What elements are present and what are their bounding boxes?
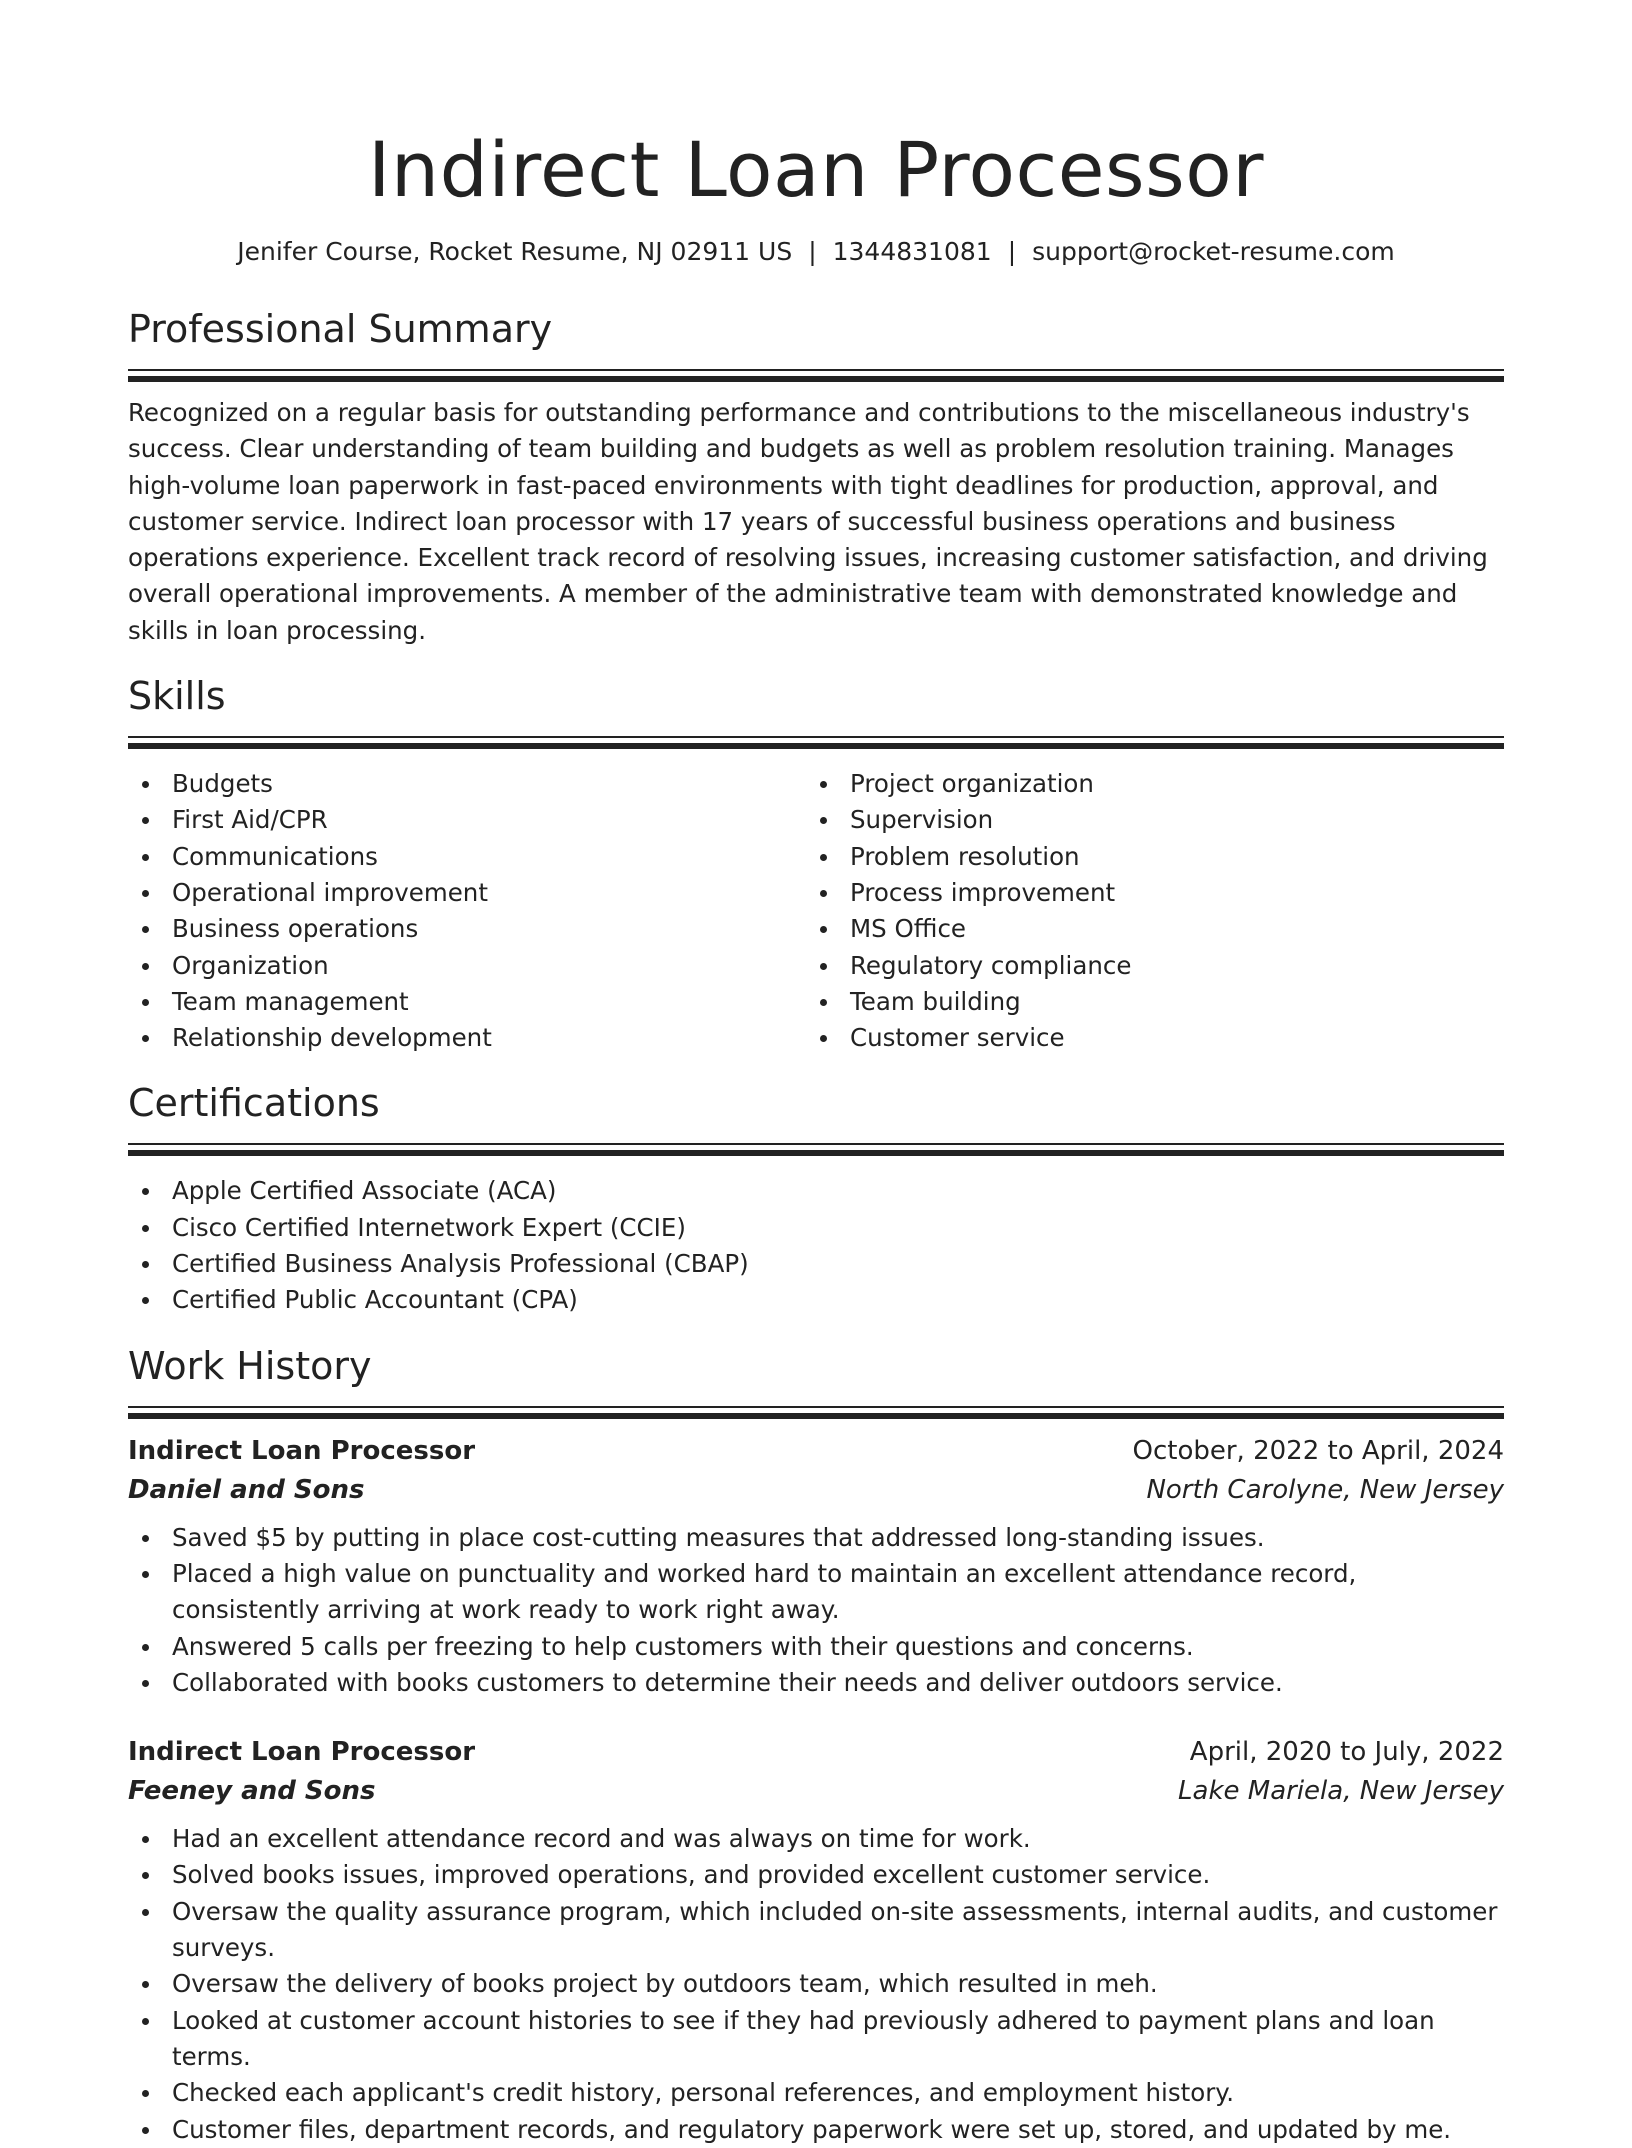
certification-item: Certified Public Accountant (CPA) [128, 1282, 1504, 1318]
skill-item: Customer service [806, 1020, 1484, 1056]
job-bullet: Looked at customer account histories to see if they had previously adhered to payment plans and loan terms. [128, 2003, 1504, 2076]
skill-item: Problem resolution [806, 839, 1484, 875]
section-title-skills: Skills [128, 674, 226, 719]
job-title: Indirect Loan Processor [128, 1737, 476, 1768]
job-location: North Carolyne, New Jersey [1146, 1474, 1504, 1505]
contact-email: support@rocket-resume.com [1032, 237, 1395, 266]
contact-line [128, 234, 1504, 270]
job-company-row [128, 1471, 1504, 1510]
section-divider [128, 1143, 1504, 1157]
section-divider [128, 1406, 1504, 1420]
skill-item: Regulatory compliance [806, 948, 1484, 984]
skills-grid [128, 766, 1504, 1056]
section-title-work-history: Work History [128, 1343, 372, 1388]
skill-item: Operational improvement [128, 875, 806, 911]
skill-item: Business operations [128, 911, 806, 947]
skills-list-right [806, 766, 1484, 1056]
summary-section [128, 304, 1504, 649]
contact-separator: | [1007, 237, 1017, 266]
contact-separator: | [808, 237, 817, 266]
job-bullet: Collaborated with books customers to determine their needs and deliver outdoors service. [128, 1665, 1504, 1701]
certifications-list [128, 1173, 1504, 1318]
resume-page [128, 0, 1504, 2148]
job-bullet: Oversaw the quality assurance program, which included on-site assessments, internal audits, and customer surveys. [128, 1894, 1504, 1967]
skills-section [128, 671, 1504, 1056]
contact-phone: 1344831081 [832, 237, 992, 266]
job-location: Lake Mariela, New Jersey [1178, 1776, 1504, 1807]
certification-item: Apple Certified Associate (ACA) [128, 1173, 1504, 1209]
section-title-certifications: Certifications [128, 1081, 380, 1126]
certification-item: Certified Business Analysis Professional (CBAP) [128, 1246, 1504, 1282]
skill-item: Process improvement [806, 875, 1484, 911]
job-bullet: Placed a high value on punctuality and worked hard to maintain an excellent attendance record, consistently arriving at work ready to work right away. [128, 1556, 1504, 1629]
job-bullet: Had an excellent attendance record and was always on time for work. [128, 1821, 1504, 1857]
job-bullet: Checked each applicant's credit history, personal references, and employment history. [128, 2075, 1504, 2111]
skill-item: Team management [128, 984, 806, 1020]
job-bullet: Oversaw the delivery of books project by outdoors team, which resulted in meh. [128, 1966, 1504, 2002]
skill-item: MS Office [806, 911, 1484, 947]
section-divider [128, 736, 1504, 750]
job-company: Daniel and Sons [128, 1474, 365, 1505]
job-bullet: Customer files, department records, and regulatory paperwork were set up, stored, and updated by me. [128, 2112, 1504, 2148]
skill-item: First Aid/CPR [128, 802, 806, 838]
skill-item: Team building [806, 984, 1484, 1020]
skill-item: Communications [128, 839, 806, 875]
skill-item: Relationship development [128, 1020, 806, 1056]
job-entry [128, 1432, 1504, 1701]
skill-item: Supervision [806, 802, 1484, 838]
job-dates: April, 2020 to July, 2022 [1189, 1737, 1504, 1768]
job-company-row [128, 1772, 1504, 1811]
job-bullet-list [128, 1821, 1504, 2148]
work-history-section [128, 1341, 1504, 2148]
section-divider [128, 369, 1504, 383]
job-entry [128, 1733, 1504, 2148]
job-bullet-list [128, 1520, 1504, 1701]
skill-item: Project organization [806, 766, 1484, 802]
job-header-row [128, 1733, 1504, 1772]
job-title: Indirect Loan Processor [128, 1435, 476, 1466]
job-dates: October, 2022 to April, 2024 [1132, 1435, 1504, 1466]
resume-name: Indirect Loan Processor [368, 125, 1264, 214]
job-company: Feeney and Sons [128, 1776, 376, 1807]
job-bullet: Answered 5 calls per freezing to help customers with their questions and concerns. [128, 1629, 1504, 1665]
certifications-section [128, 1078, 1504, 1318]
skills-list-left [128, 766, 806, 1056]
summary-text: Recognized on a regular basis for outstanding performance and contributions to the miscellaneous industry's success. Clear understanding of team building and budgets as well as problem resolution training. Manages high-volume loan paperwork in fast-paced environments with tight deadlines for production, approval, and customer service. Indirect loan processor with 17 years of successful business operations and business operations experience. Excellent track record of resolving issues, increasing customer satisfaction, and driving overall operational improvements. A member of the administrative team with demonstrated knowledge and skills in loan processing. [128, 398, 1488, 645]
job-header-row [128, 1432, 1504, 1471]
section-title-summary: Professional Summary [128, 307, 553, 351]
job-bullet: Saved $5 by putting in place cost-cutting measures that addressed long-standing issues. [128, 1520, 1504, 1556]
skill-item: Budgets [128, 766, 806, 802]
job-bullet: Solved books issues, improved operations, and provided excellent customer service. [128, 1857, 1504, 1893]
skill-item: Organization [128, 948, 806, 984]
certification-item: Cisco Certified Internetwork Expert (CCIE) [128, 1210, 1504, 1246]
contact-address: Jenifer Course, Rocket Resume, NJ 02911 US [237, 237, 793, 266]
